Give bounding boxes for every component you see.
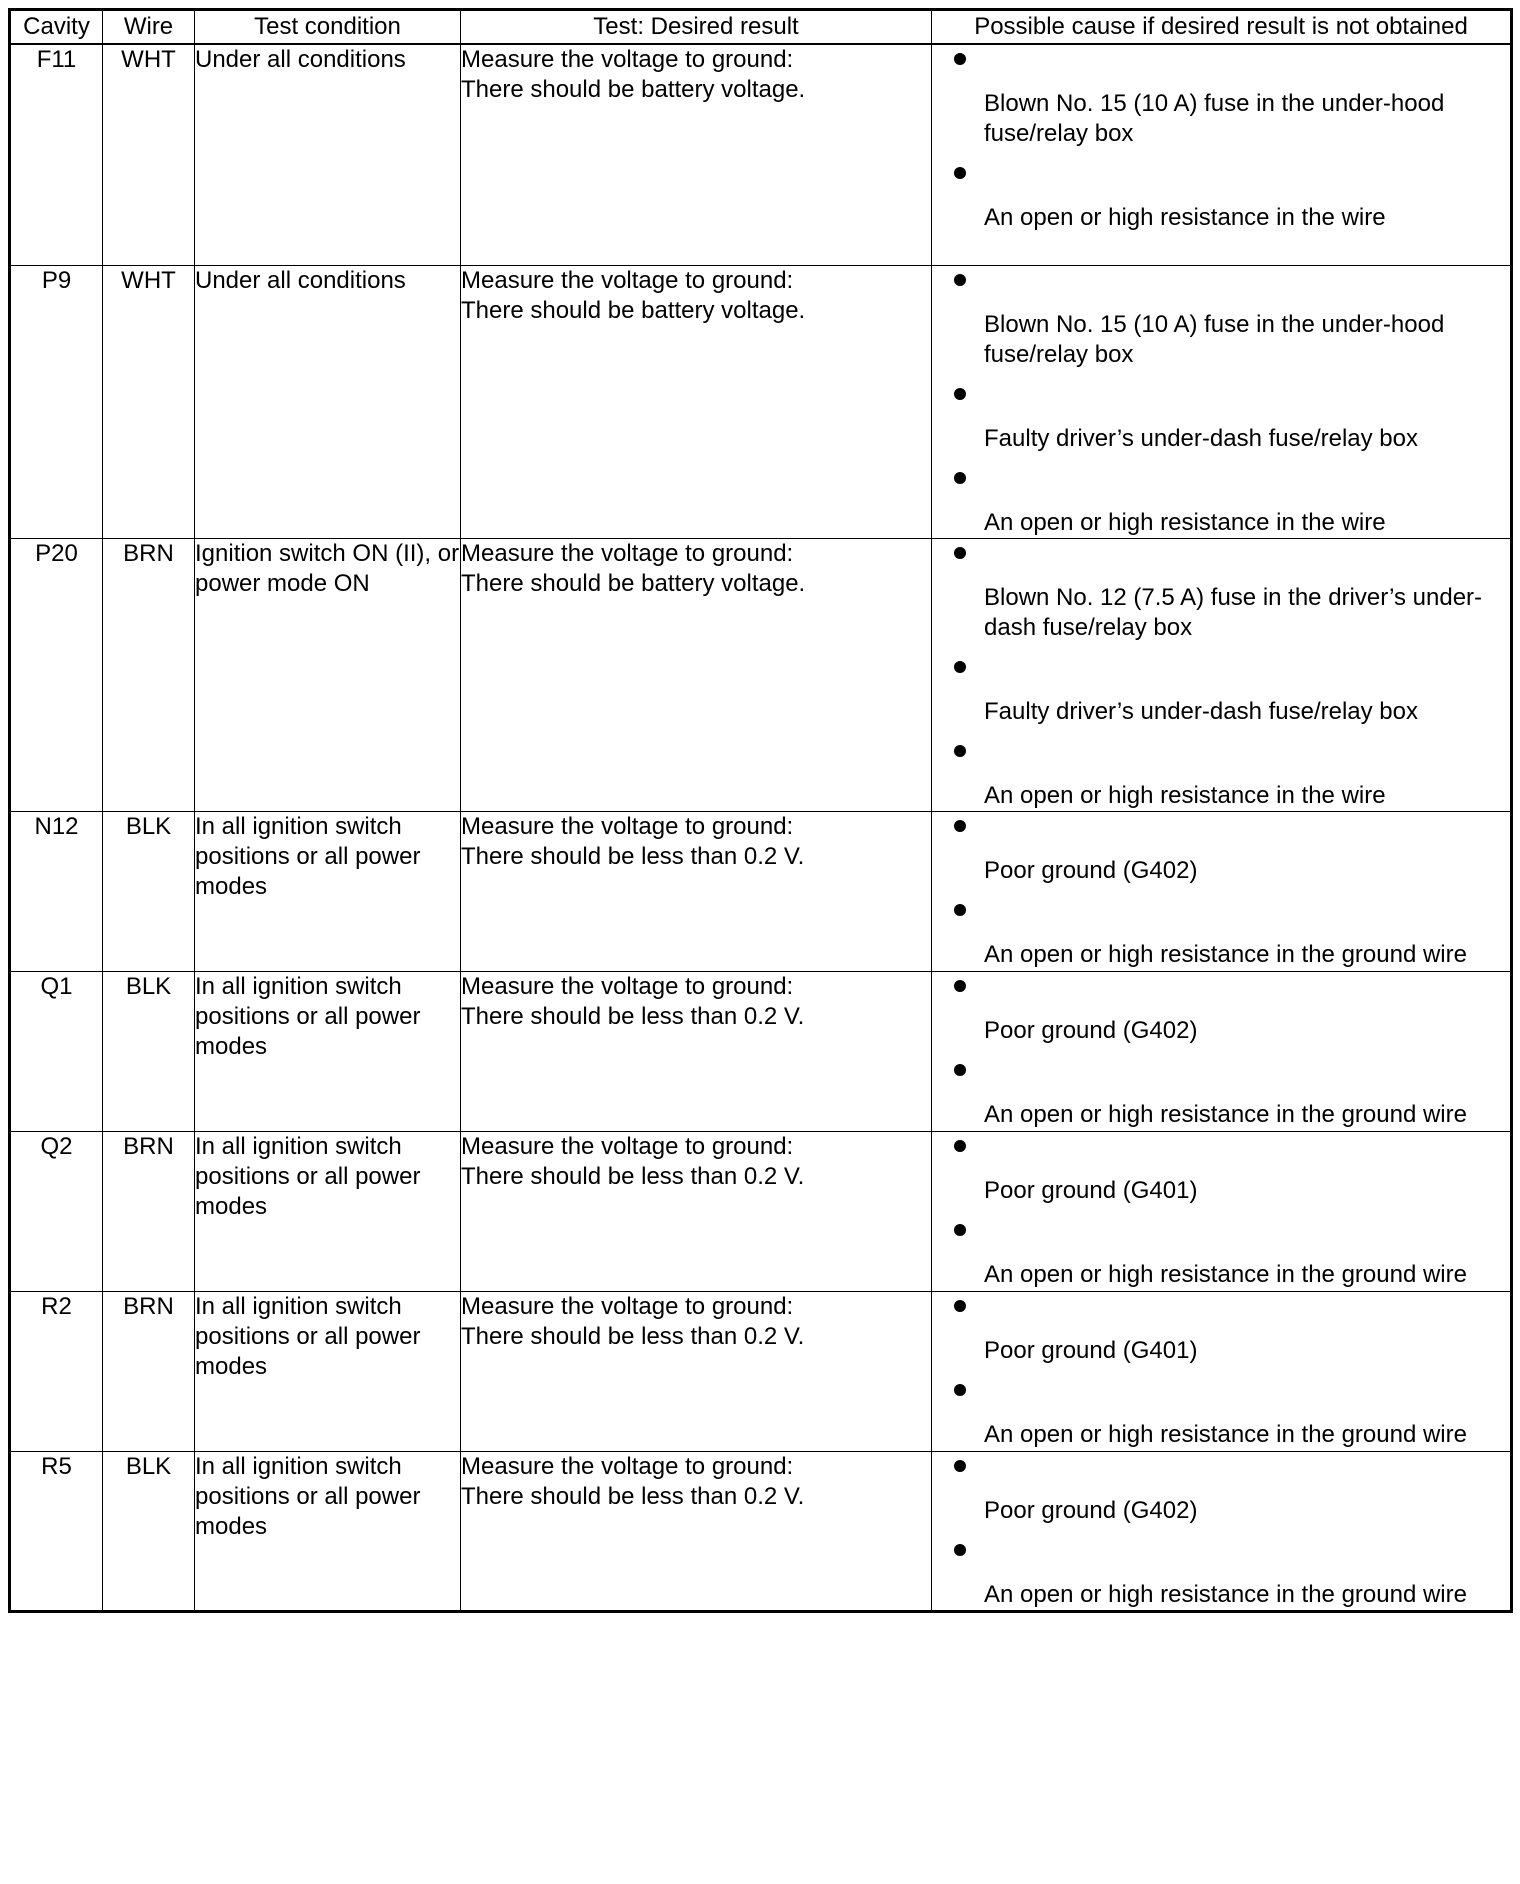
bullet-icon xyxy=(954,820,966,832)
cavity-cell: R5 xyxy=(10,1451,103,1611)
bullet-icon xyxy=(954,1064,966,1076)
cause-text: Poor ground (G402) xyxy=(984,1016,1198,1044)
possible-cause-cell xyxy=(932,1131,1512,1291)
cavity-cell: R2 xyxy=(10,1291,103,1451)
desired-result-cell xyxy=(461,811,932,971)
possible-cause-cell xyxy=(932,1291,1512,1451)
desired-result-cell xyxy=(461,1451,932,1611)
bullet-icon xyxy=(954,1460,966,1472)
test-condition-text: In all ignition switch positions or all power modes xyxy=(195,1452,421,1540)
test-condition-cell xyxy=(195,44,461,265)
wire-cell: WHT xyxy=(103,44,195,265)
table-body xyxy=(10,44,1512,1611)
test-condition-cell xyxy=(195,265,461,538)
desired-result-cell xyxy=(461,44,932,265)
test-condition-cell xyxy=(195,1131,461,1291)
possible-cause-cell xyxy=(932,811,1512,971)
cavity-cell: F11 xyxy=(10,44,103,265)
bullet-icon xyxy=(954,904,966,916)
possible-cause-cell xyxy=(932,971,1512,1131)
cause-item xyxy=(932,539,1510,643)
bullet-icon xyxy=(954,1224,966,1236)
bullet-icon xyxy=(954,745,966,757)
cause-item xyxy=(932,45,1510,149)
test-condition-text: Under all conditions xyxy=(195,46,406,73)
header-wire: Wire xyxy=(103,10,195,45)
table-row xyxy=(10,1451,1512,1611)
test-condition-text: In all ignition switch positions or all power modes xyxy=(195,972,421,1060)
cause-text: An open or high resistance in the wire xyxy=(984,508,1386,536)
wire-cell: BLK xyxy=(103,811,195,971)
wire-cell: WHT xyxy=(103,265,195,538)
cause-text: Faulty driver’s under-dash fuse/relay box xyxy=(984,424,1418,452)
cause-text: Poor ground (G402) xyxy=(984,1496,1198,1524)
desired-result-text: Measure the voltage to ground: There should be battery voltage. xyxy=(461,539,806,597)
cause-text: Blown No. 12 (7.5 A) fuse in the driver’s under-dash fuse/relay box xyxy=(984,583,1483,641)
desired-result-text: Measure the voltage to ground: There should be less than 0.2 V. xyxy=(461,1452,805,1510)
desired-result-cell xyxy=(461,538,932,811)
table-row xyxy=(10,971,1512,1131)
table-row xyxy=(10,265,1512,538)
wire-cell: BLK xyxy=(103,1451,195,1611)
cause-text: Poor ground (G402) xyxy=(984,856,1198,884)
bullet-icon xyxy=(954,167,966,179)
cause-text: An open or high resistance in the ground wire xyxy=(984,1420,1467,1448)
table-row xyxy=(10,538,1512,811)
bullet-icon xyxy=(954,388,966,400)
test-condition-text: In all ignition switch positions or all power modes xyxy=(195,1292,421,1380)
cause-item xyxy=(932,1536,1510,1610)
cause-text: An open or high resistance in the ground wire xyxy=(984,940,1467,968)
cause-item xyxy=(932,1056,1510,1130)
header-test-condition: Test condition xyxy=(195,10,461,45)
cause-text: An open or high resistance in the ground wire xyxy=(984,1260,1467,1288)
test-condition-cell xyxy=(195,538,461,811)
cause-item xyxy=(932,1452,1510,1526)
bullet-icon xyxy=(954,274,966,286)
table-row xyxy=(10,1291,1512,1451)
table-row xyxy=(10,44,1512,265)
cause-text: Blown No. 15 (10 A) fuse in the under-hood fuse/relay box xyxy=(984,310,1445,368)
possible-cause-cell xyxy=(932,1451,1512,1611)
cause-item xyxy=(932,1292,1510,1366)
test-condition-text: Ignition switch ON (II), or power mode ON xyxy=(195,539,460,597)
desired-result-text: Measure the voltage to ground: There should be less than 0.2 V. xyxy=(461,1292,805,1350)
table-header-row xyxy=(10,10,1512,45)
test-condition-cell xyxy=(195,1291,461,1451)
cause-text: Poor ground (G401) xyxy=(984,1336,1198,1364)
bullet-icon xyxy=(954,980,966,992)
header-cavity: Cavity xyxy=(10,10,103,45)
wire-cell: BRN xyxy=(103,538,195,811)
table-row xyxy=(10,811,1512,971)
desired-result-text: Measure the voltage to ground: There should be less than 0.2 V. xyxy=(461,812,805,870)
possible-cause-cell xyxy=(932,265,1512,538)
desired-result-text: Measure the voltage to ground: There should be less than 0.2 V. xyxy=(461,1132,805,1190)
cause-text: Blown No. 15 (10 A) fuse in the under-hood fuse/relay box xyxy=(984,90,1445,147)
connector-test-table xyxy=(8,8,1513,1613)
header-possible-cause: Possible cause if desired result is not obtained xyxy=(932,10,1512,45)
cause-text: An open or high resistance in the ground wire xyxy=(984,1100,1467,1128)
cause-item xyxy=(932,972,1510,1046)
wire-cell: BRN xyxy=(103,1131,195,1291)
cause-item xyxy=(932,159,1510,233)
cause-text: Faulty driver’s under-dash fuse/relay box xyxy=(984,697,1418,725)
test-condition-text: In all ignition switch positions or all power modes xyxy=(195,812,421,900)
desired-result-cell xyxy=(461,1131,932,1291)
desired-result-cell xyxy=(461,971,932,1131)
test-condition-cell xyxy=(195,1451,461,1611)
bullet-icon xyxy=(954,1300,966,1312)
cavity-cell: P20 xyxy=(10,538,103,811)
bullet-icon xyxy=(954,1140,966,1152)
cavity-cell: Q2 xyxy=(10,1131,103,1291)
test-condition-cell xyxy=(195,971,461,1131)
test-condition-text: Under all conditions xyxy=(195,266,406,294)
cause-item xyxy=(932,737,1510,811)
cavity-cell: P9 xyxy=(10,265,103,538)
cause-text: An open or high resistance in the wire xyxy=(984,781,1386,809)
possible-cause-cell xyxy=(932,538,1512,811)
header-desired-result: Test: Desired result xyxy=(461,10,932,45)
cause-item xyxy=(932,896,1510,970)
test-condition-cell xyxy=(195,811,461,971)
desired-result-cell xyxy=(461,1291,932,1451)
cause-text: Poor ground (G401) xyxy=(984,1176,1198,1204)
bullet-icon xyxy=(954,661,966,673)
table-row xyxy=(10,1131,1512,1291)
cause-text: An open or high resistance in the wire xyxy=(984,204,1386,231)
cause-item xyxy=(932,1376,1510,1450)
cause-text: An open or high resistance in the ground wire xyxy=(984,1580,1467,1608)
cause-item xyxy=(932,464,1510,538)
cavity-cell: Q1 xyxy=(10,971,103,1131)
bullet-icon xyxy=(954,472,966,484)
possible-cause-cell xyxy=(932,44,1512,265)
cause-item xyxy=(932,653,1510,727)
desired-result-text: Measure the voltage to ground: There should be battery voltage. xyxy=(461,266,806,324)
bullet-icon xyxy=(954,1384,966,1396)
test-condition-text: In all ignition switch positions or all power modes xyxy=(195,1132,421,1220)
bullet-icon xyxy=(954,547,966,559)
bullet-icon xyxy=(954,1544,966,1556)
cause-item xyxy=(932,1216,1510,1290)
cause-item xyxy=(932,1132,1510,1206)
desired-result-cell xyxy=(461,265,932,538)
cause-item xyxy=(932,380,1510,454)
desired-result-text: Measure the voltage to ground: There should be battery voltage. xyxy=(461,46,806,103)
cause-item xyxy=(932,266,1510,370)
desired-result-text: Measure the voltage to ground: There should be less than 0.2 V. xyxy=(461,972,805,1030)
cavity-cell: N12 xyxy=(10,811,103,971)
wire-cell: BRN xyxy=(103,1291,195,1451)
cause-item xyxy=(932,812,1510,886)
wire-cell: BLK xyxy=(103,971,195,1131)
bullet-icon xyxy=(954,53,966,65)
